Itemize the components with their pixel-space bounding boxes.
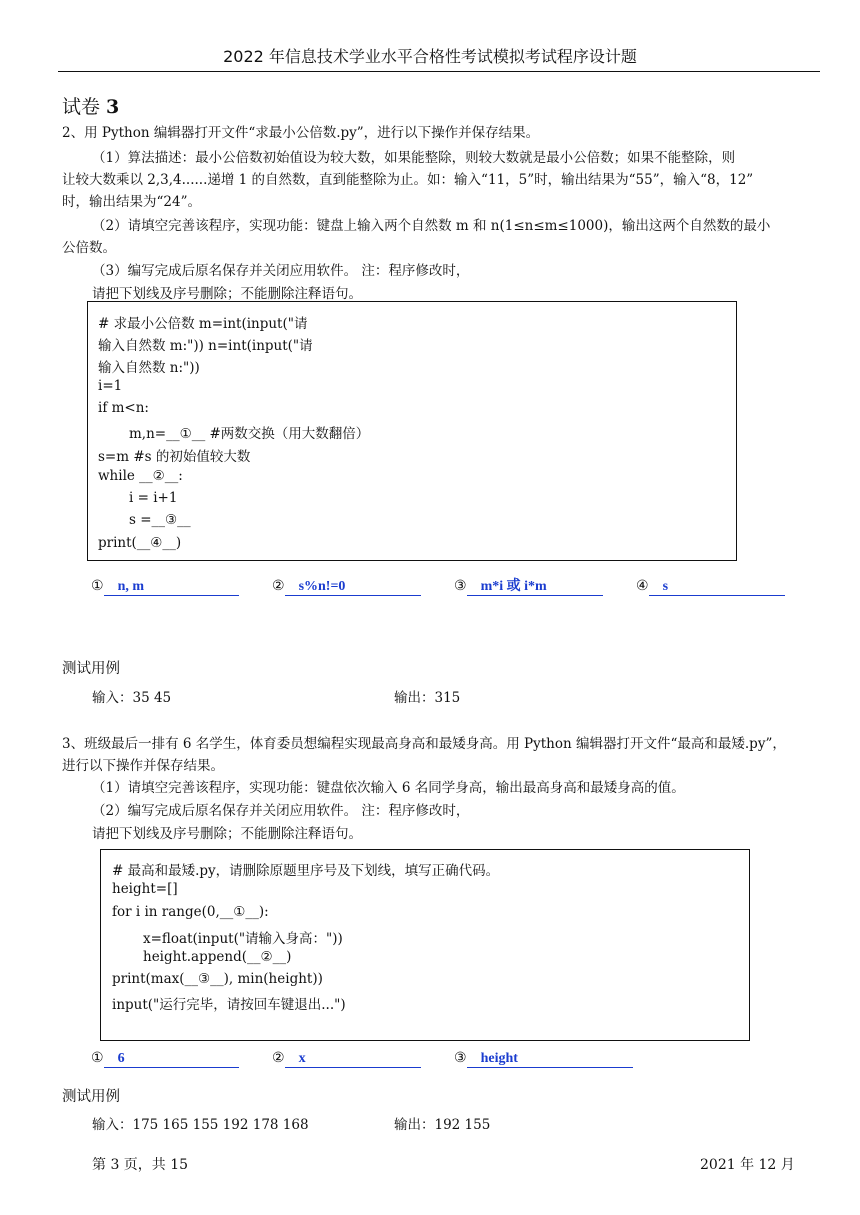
q2-code-line: 输入自然数 m:")) n=int(input("请 xyxy=(98,338,313,354)
q2-code-line: i=1 xyxy=(98,378,123,394)
answer-blank: 6 xyxy=(104,1050,239,1068)
q3-code-line: for i in range(0,__①__): xyxy=(112,904,269,920)
q2-answer-1 xyxy=(91,578,239,596)
q2-code-line: i = i+1 xyxy=(129,490,178,506)
q2-p3-line1: （3）编写完成后原名保存并关闭应用软件。 注：程序修改时， xyxy=(92,263,470,279)
answer-number: ② xyxy=(272,578,285,594)
q2-code-line: 输入自然数 n:")) xyxy=(98,360,200,376)
q3-code-line: x=float(input("请输入身高：")) xyxy=(143,931,343,947)
q3-p1: （1）请填空完善该程序，实现功能：键盘依次输入 6 名同学身高，输出最高身高和最矮身高的值。 xyxy=(92,780,685,796)
q3-p2-line2: 请把下划线及序号删除；不能删除注释语句。 xyxy=(92,826,362,842)
q2-answer-2 xyxy=(272,578,421,596)
q2-code-line: print(__④__) xyxy=(98,535,182,551)
q2-code-line: s =__③__ xyxy=(129,512,191,528)
q2-code-box xyxy=(87,301,737,561)
q2-p2-line1: （2）请填空完善该程序，实现功能：键盘上输入两个自然数 m 和 n(1≤n≤m≤1000)，输出这两个自然数的最小 xyxy=(92,218,771,234)
q3-code-box xyxy=(100,849,750,1041)
footer-page-number: 第 3 页，共 15 xyxy=(92,1157,189,1173)
q2-p2-line2: 公倍数。 xyxy=(62,240,116,256)
answer-blank: s%n!=0 xyxy=(285,578,421,596)
q3-test-output: 输出：192 155 xyxy=(394,1117,491,1133)
answer-number: ① xyxy=(91,578,104,594)
footer-date: 2021 年 12 月 xyxy=(700,1157,795,1173)
q3-answer-1 xyxy=(91,1050,239,1068)
paper-title-number: 3 xyxy=(106,96,120,118)
q3-code-line: print(max(__③__), min(height)) xyxy=(112,971,323,987)
q2-code-line: if m<n: xyxy=(98,400,149,416)
q2-answer-3 xyxy=(454,578,603,596)
answer-number: ④ xyxy=(636,578,649,594)
q2-answer-4 xyxy=(636,578,785,596)
q2-p1-line3: 时，输出结果为“24”。 xyxy=(62,194,201,210)
q2-stem: 2、用 Python 编辑器打开文件“求最小公倍数.py”，进行以下操作并保存结果。 xyxy=(62,125,540,141)
page-header-title: 2022 年信息技术学业水平合格性考试模拟考试程序设计题 xyxy=(223,47,637,66)
q3-answer-3 xyxy=(454,1050,633,1068)
answer-blank: m*i 或 i*m xyxy=(467,578,603,596)
answer-number: ② xyxy=(272,1050,285,1066)
paper-title xyxy=(62,92,119,119)
q3-test-label: 测试用例 xyxy=(62,1089,120,1105)
q2-test-output: 输出：315 xyxy=(394,690,461,706)
q2-test-input: 输入：35 45 xyxy=(92,690,172,706)
q2-p1-line1: （1）算法描述：最小公倍数初始值设为较大数，如果能整除，则较大数就是最小公倍数；如果不能整除，则 xyxy=(92,150,736,166)
answer-blank: height xyxy=(467,1050,633,1068)
q2-p3-line2: 请把下划线及序号删除；不能删除注释语句。 xyxy=(92,286,362,302)
q3-stem-line1: 3、班级最后一排有 6 名学生，体育委员想编程实现最高身高和最矮身高。用 Python 编辑器打开文件“最高和最矮.py”， xyxy=(62,736,786,752)
q2-code-line: # 求最小公倍数 m=int(input("请 xyxy=(98,316,308,332)
header-rule xyxy=(58,71,820,72)
q2-code-line: m,n=__①__ #两数交换（用大数翻倍） xyxy=(129,426,370,442)
q3-code-line: # 最高和最矮.py，请删除原题里序号及下划线，填写正确代码。 xyxy=(112,863,500,879)
q2-test-label: 测试用例 xyxy=(62,661,120,677)
q3-code-line: height.append(__②__) xyxy=(143,949,292,965)
q2-p1-line2: 让较大数乘以 2,3,4......递增 1 的自然数，直到能整除为止。如：输入“11，5”时，输出结果为“55”，输入“8，12” xyxy=(62,172,754,188)
q3-stem-line2: 进行以下操作并保存结果。 xyxy=(62,758,224,774)
answer-number: ③ xyxy=(454,1050,467,1066)
q3-answer-2 xyxy=(272,1050,421,1068)
answer-blank: n, m xyxy=(104,578,239,596)
q3-p2-line1: （2）编写完成后原名保存并关闭应用软件。 注：程序修改时， xyxy=(92,803,470,819)
q2-code-line: s=m #s 的初始值较大数 xyxy=(98,449,251,465)
answer-number: ③ xyxy=(454,578,467,594)
answer-blank: s xyxy=(649,578,785,596)
q3-code-line: input("运行完毕，请按回车键退出...") xyxy=(112,997,346,1013)
paper-title-prefix: 试卷 xyxy=(62,96,107,118)
q3-test-input: 输入：175 165 155 192 178 168 xyxy=(92,1117,309,1133)
answer-number: ① xyxy=(91,1050,104,1066)
answer-blank: x xyxy=(285,1050,421,1068)
q3-code-line: height=[] xyxy=(112,881,178,897)
q2-code-line: while __②__: xyxy=(98,468,183,484)
